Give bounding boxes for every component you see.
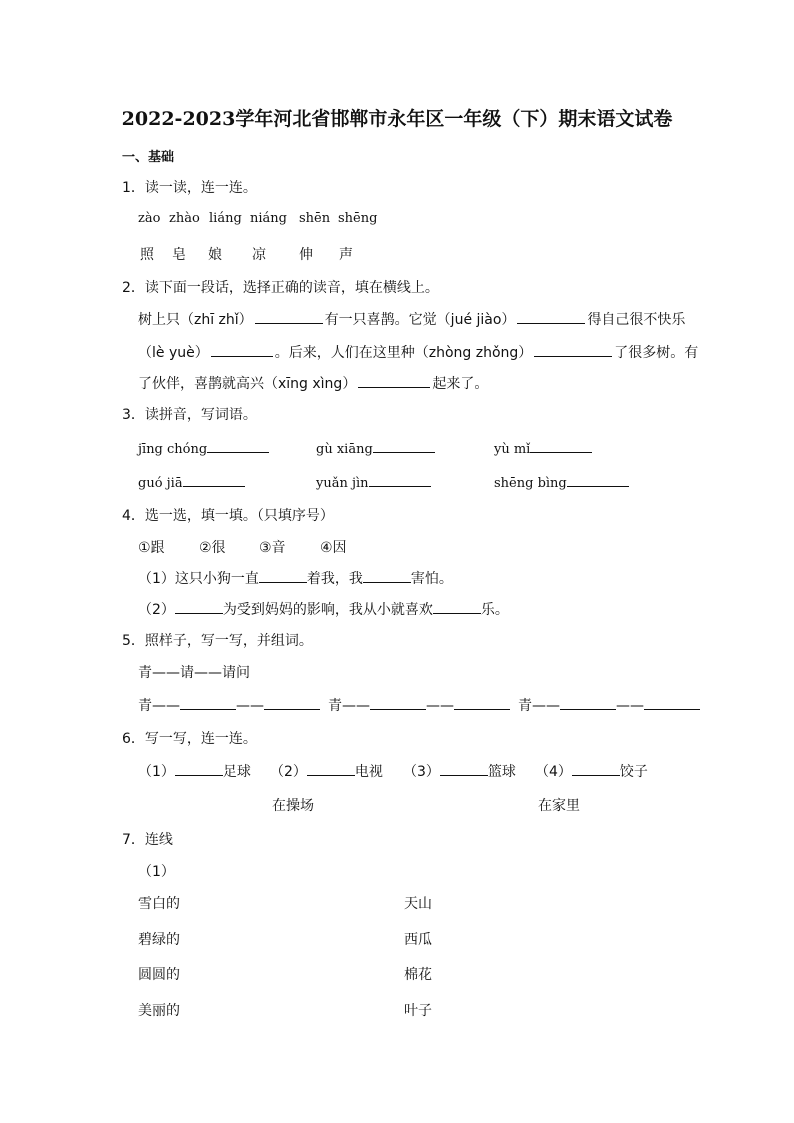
q3-item: [138, 438, 269, 457]
question-5-heading: 5．照样子，写一写，并组词。: [122, 633, 313, 649]
q1-char-1: 皂: [172, 247, 186, 263]
q1-char-5: 声: [339, 247, 353, 263]
q6-num: （1）: [138, 764, 175, 780]
q4-text: （1）这只小狗一直: [138, 571, 259, 587]
q4-option: ④因: [320, 540, 347, 556]
q2-text: 起来了。: [432, 376, 489, 392]
q4-text: 害怕。: [410, 571, 453, 587]
q2-text: 树上只（zhī zhǐ）: [138, 312, 253, 328]
q6-word: 电视: [354, 764, 383, 780]
q7-right-item: 叶子: [404, 1003, 432, 1019]
question-1-heading: 1．读一读，连一连。: [122, 180, 257, 196]
q5-text: 青——: [518, 698, 560, 714]
section-heading: 一、基础: [122, 150, 175, 165]
answer-blank[interactable]: [572, 761, 620, 776]
q5-row: [138, 695, 700, 715]
q2-line-1: [138, 309, 685, 329]
q3-pinyin: yù mǐ: [494, 442, 531, 457]
answer-blank[interactable]: [644, 695, 700, 710]
q1-char-0: 照: [140, 247, 154, 263]
q1-pinyin-0: zào: [138, 211, 161, 226]
answer-blank[interactable]: [373, 438, 435, 453]
q4-text: 为受到妈妈的影响，我从小就喜欢: [222, 602, 433, 618]
answer-blank[interactable]: [534, 342, 612, 357]
q7-right-item: 天山: [404, 896, 432, 912]
q7-left-item: 碧绿的: [138, 932, 180, 948]
question-7-heading: 7．连线: [122, 832, 173, 848]
q2-line-2: [138, 342, 698, 362]
q7-left-item: 圆圆的: [138, 967, 180, 983]
q4-option: ③音: [259, 540, 286, 556]
q4-sentence-2: [138, 599, 509, 619]
question-2-heading: 2．读下面一段话，选择正确的读音，填在横线上。: [122, 280, 439, 296]
answer-blank[interactable]: [560, 695, 616, 710]
q6-word: 足球: [222, 764, 251, 780]
answer-blank[interactable]: [369, 472, 431, 487]
q1-char-2: 娘: [208, 247, 222, 263]
q6-place-1: 在操场: [272, 798, 314, 814]
q6-num: （2）: [270, 764, 307, 780]
q1-pinyin-5: shēng: [338, 211, 378, 226]
q5-example: 青——请——请问: [138, 665, 250, 681]
q3-pinyin: guó jiā: [138, 476, 183, 491]
q3-item: [494, 472, 629, 491]
q5-text: ——: [616, 698, 644, 714]
q5-text: ——: [236, 698, 264, 714]
q7-right-item: 西瓜: [404, 932, 432, 948]
answer-blank[interactable]: [440, 761, 488, 776]
q1-char-3: 凉: [252, 247, 266, 263]
answer-blank[interactable]: [567, 472, 629, 487]
q6-num: （3）: [403, 764, 440, 780]
q4-option: ②很: [199, 540, 226, 556]
q2-text: 有一只喜鹊。它觉（jué jiào）: [324, 312, 516, 328]
q1-pinyin-2: liáng: [209, 211, 242, 226]
question-6-heading: 6．写一写，连一连。: [122, 731, 257, 747]
answer-blank[interactable]: [517, 309, 585, 324]
q4-text: （2）: [138, 602, 175, 618]
answer-blank[interactable]: [207, 438, 269, 453]
answer-blank[interactable]: [175, 761, 223, 776]
answer-blank[interactable]: [530, 438, 592, 453]
q1-char-4: 伸: [299, 247, 313, 263]
q1-pinyin-4: shēn: [299, 211, 331, 226]
answer-blank[interactable]: [433, 599, 481, 614]
q2-line-3: [138, 373, 488, 393]
q6-item: [403, 761, 516, 781]
q4-text: 着我，我: [306, 571, 363, 587]
q4-sentence-1: [138, 568, 453, 588]
q3-pinyin: gù xiāng: [316, 442, 373, 457]
q5-text: 青——: [328, 698, 370, 714]
q2-text: 了伙伴，喜鹊就高兴（xīng xìng）: [138, 376, 357, 392]
q6-item: [270, 761, 383, 781]
q4-option: ①跟: [138, 540, 165, 556]
answer-blank[interactable]: [180, 695, 236, 710]
answer-blank[interactable]: [183, 472, 245, 487]
q3-pinyin: shēng bìng: [494, 476, 567, 491]
q7-right-item: 棉花: [404, 967, 432, 983]
answer-blank[interactable]: [370, 695, 426, 710]
q5-text: ——: [426, 698, 454, 714]
answer-blank[interactable]: [259, 568, 307, 583]
q6-word: 饺子: [619, 764, 648, 780]
q4-text: 乐。: [480, 602, 509, 618]
q5-text: 青——: [138, 698, 180, 714]
answer-blank[interactable]: [255, 309, 323, 324]
answer-blank[interactable]: [358, 373, 430, 388]
q3-pinyin: jīng chóng: [138, 442, 208, 457]
answer-blank[interactable]: [307, 761, 355, 776]
q2-text: （lè yuè）: [138, 345, 209, 361]
question-4-heading: 4．选一选，填一填。（只填序号）: [122, 508, 334, 524]
q3-item: [316, 438, 435, 457]
q6-num: （4）: [535, 764, 572, 780]
q6-item: [535, 761, 648, 781]
q6-place-2: 在家里: [538, 798, 580, 814]
q2-text: 。后来，人们在这里种（zhòng zhǒng）: [274, 345, 533, 361]
q3-item: [316, 472, 431, 491]
answer-blank[interactable]: [264, 695, 320, 710]
q7-left-item: 雪白的: [138, 896, 180, 912]
answer-blank[interactable]: [454, 695, 510, 710]
q3-item: [138, 472, 245, 491]
q1-pinyin-1: zhào: [169, 211, 200, 226]
answer-blank[interactable]: [363, 568, 411, 583]
q3-pinyin: yuǎn jìn: [316, 476, 369, 491]
q7-left-item: 美丽的: [138, 1003, 180, 1019]
q1-pinyin-3: niáng: [250, 211, 287, 226]
answer-blank[interactable]: [211, 342, 273, 357]
q2-text: 得自己很不快乐: [587, 312, 686, 328]
page-title: 2022-2023学年河北省邯郸市永年区一年级（下）期末语文试卷: [121, 108, 673, 130]
q6-word: 篮球: [487, 764, 516, 780]
q6-item: [138, 761, 251, 781]
question-3-heading: 3．读拼音，写词语。: [122, 407, 257, 423]
answer-blank[interactable]: [175, 599, 223, 614]
q3-item: [494, 438, 592, 457]
q2-text: 了很多树。有: [614, 345, 699, 361]
q7-subheading: （1）: [138, 864, 175, 880]
